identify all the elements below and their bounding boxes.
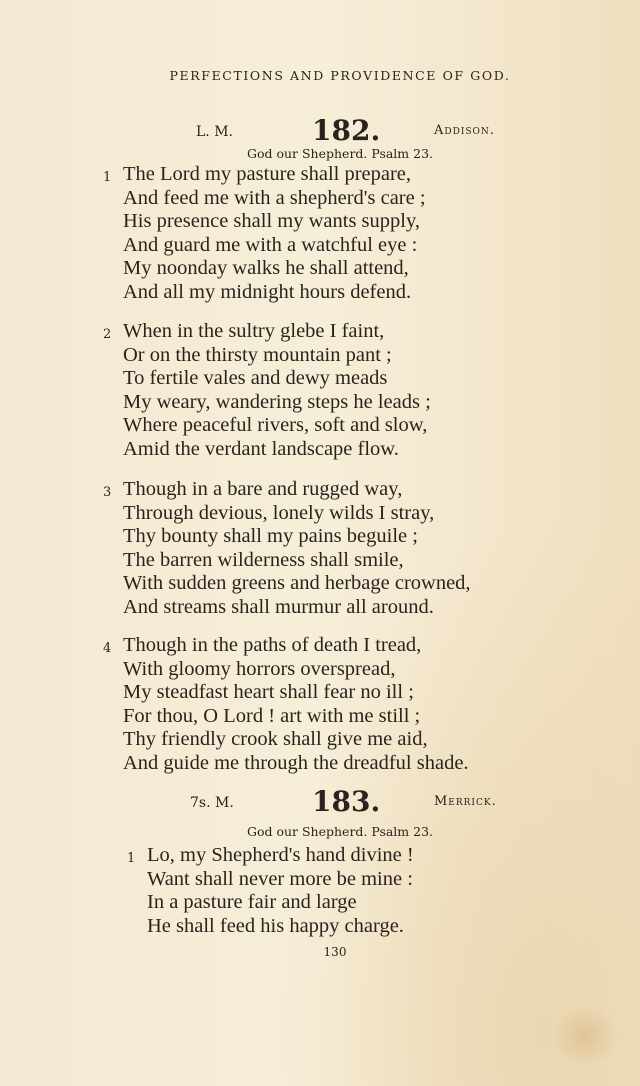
hymn-line: In a pasture fair and large (147, 891, 357, 914)
hymn-line: Through devious, lonely wilds I stray, (123, 501, 435, 524)
hymn-line: The barren wilderness shall smile, (123, 548, 404, 571)
hymn-line: Where peaceful rivers, soft and slow, (123, 414, 428, 437)
hymn-183-author: Merrick. (434, 794, 497, 809)
hymn-line: He shall feed his happy charge. (147, 914, 404, 937)
hymn-line: Or on the thirsty mountain pant ; (123, 343, 392, 366)
hymn-line: Lo, my Shepherd's hand divine ! (147, 844, 414, 866)
hymn-182-subtitle: God our Shepherd. Psalm 23. (246, 146, 434, 161)
hymn-182-number: 182. (312, 114, 381, 147)
verse-number: 1 (103, 170, 112, 185)
hymn-183-subtitle: God our Shepherd. Psalm 23. (246, 824, 434, 839)
hymn-line: His presence shall my wants supply, (123, 210, 421, 233)
hymn-183-meter: 7s. M. (190, 795, 234, 811)
hymn-183-number: 183. (312, 785, 381, 818)
hymn-line: And streams shall murmur all around. (123, 596, 434, 618)
hymn-line: And all my midnight hours defend. (123, 281, 412, 303)
hymn-line: Thy bounty shall my pains beguile ; (123, 525, 418, 548)
hymn-line: When in the sultry glebe I faint, (123, 320, 385, 342)
verse-number: 4 (103, 641, 112, 656)
hymn-line: Though in a bare and rugged way, (123, 478, 403, 500)
page-number: 130 (323, 945, 347, 959)
hymn-line: My weary, wandering steps he leads ; (123, 390, 431, 413)
running-head: PERFECTIONS AND PROVIDENCE OF GOD. (169, 68, 511, 83)
hymn-182-author: Addison. (434, 123, 495, 138)
hymn-line: And feed me with a shepherd's care ; (123, 186, 426, 209)
hymn-line: For thou, O Lord ! art with me still ; (123, 704, 421, 727)
verse-number: 1 (127, 851, 136, 866)
hymn-line: Amid the verdant landscape flow. (123, 438, 399, 460)
verse-number: 3 (103, 485, 112, 500)
hymn-line: Though in the paths of death I tread, (123, 634, 422, 656)
hymn-line: With gloomy horrors overspread, (123, 657, 396, 680)
hymn-line: Want shall never more be mine : (147, 867, 413, 890)
hymn-line: My steadfast heart shall fear no ill ; (123, 681, 414, 704)
hymn-182-meter: L. M. (196, 124, 233, 140)
hymn-line: Thy friendly crook shall give me aid, (123, 728, 428, 751)
hymn-183-header (0, 785, 640, 825)
hymn-line: And guide me through the dreadful shade. (123, 752, 469, 774)
paper-stain (550, 1006, 620, 1066)
verse-number: 2 (103, 327, 112, 342)
hymn-line: With sudden greens and herbage crowned, (123, 572, 471, 595)
hymn-line: My noonday walks he shall attend, (123, 257, 409, 280)
hymn-line: And guard me with a watchful eye : (123, 233, 418, 256)
hymn-line: To fertile vales and dewy meads (123, 367, 388, 390)
hymn-line: The Lord my pasture shall prepare, (123, 163, 412, 185)
